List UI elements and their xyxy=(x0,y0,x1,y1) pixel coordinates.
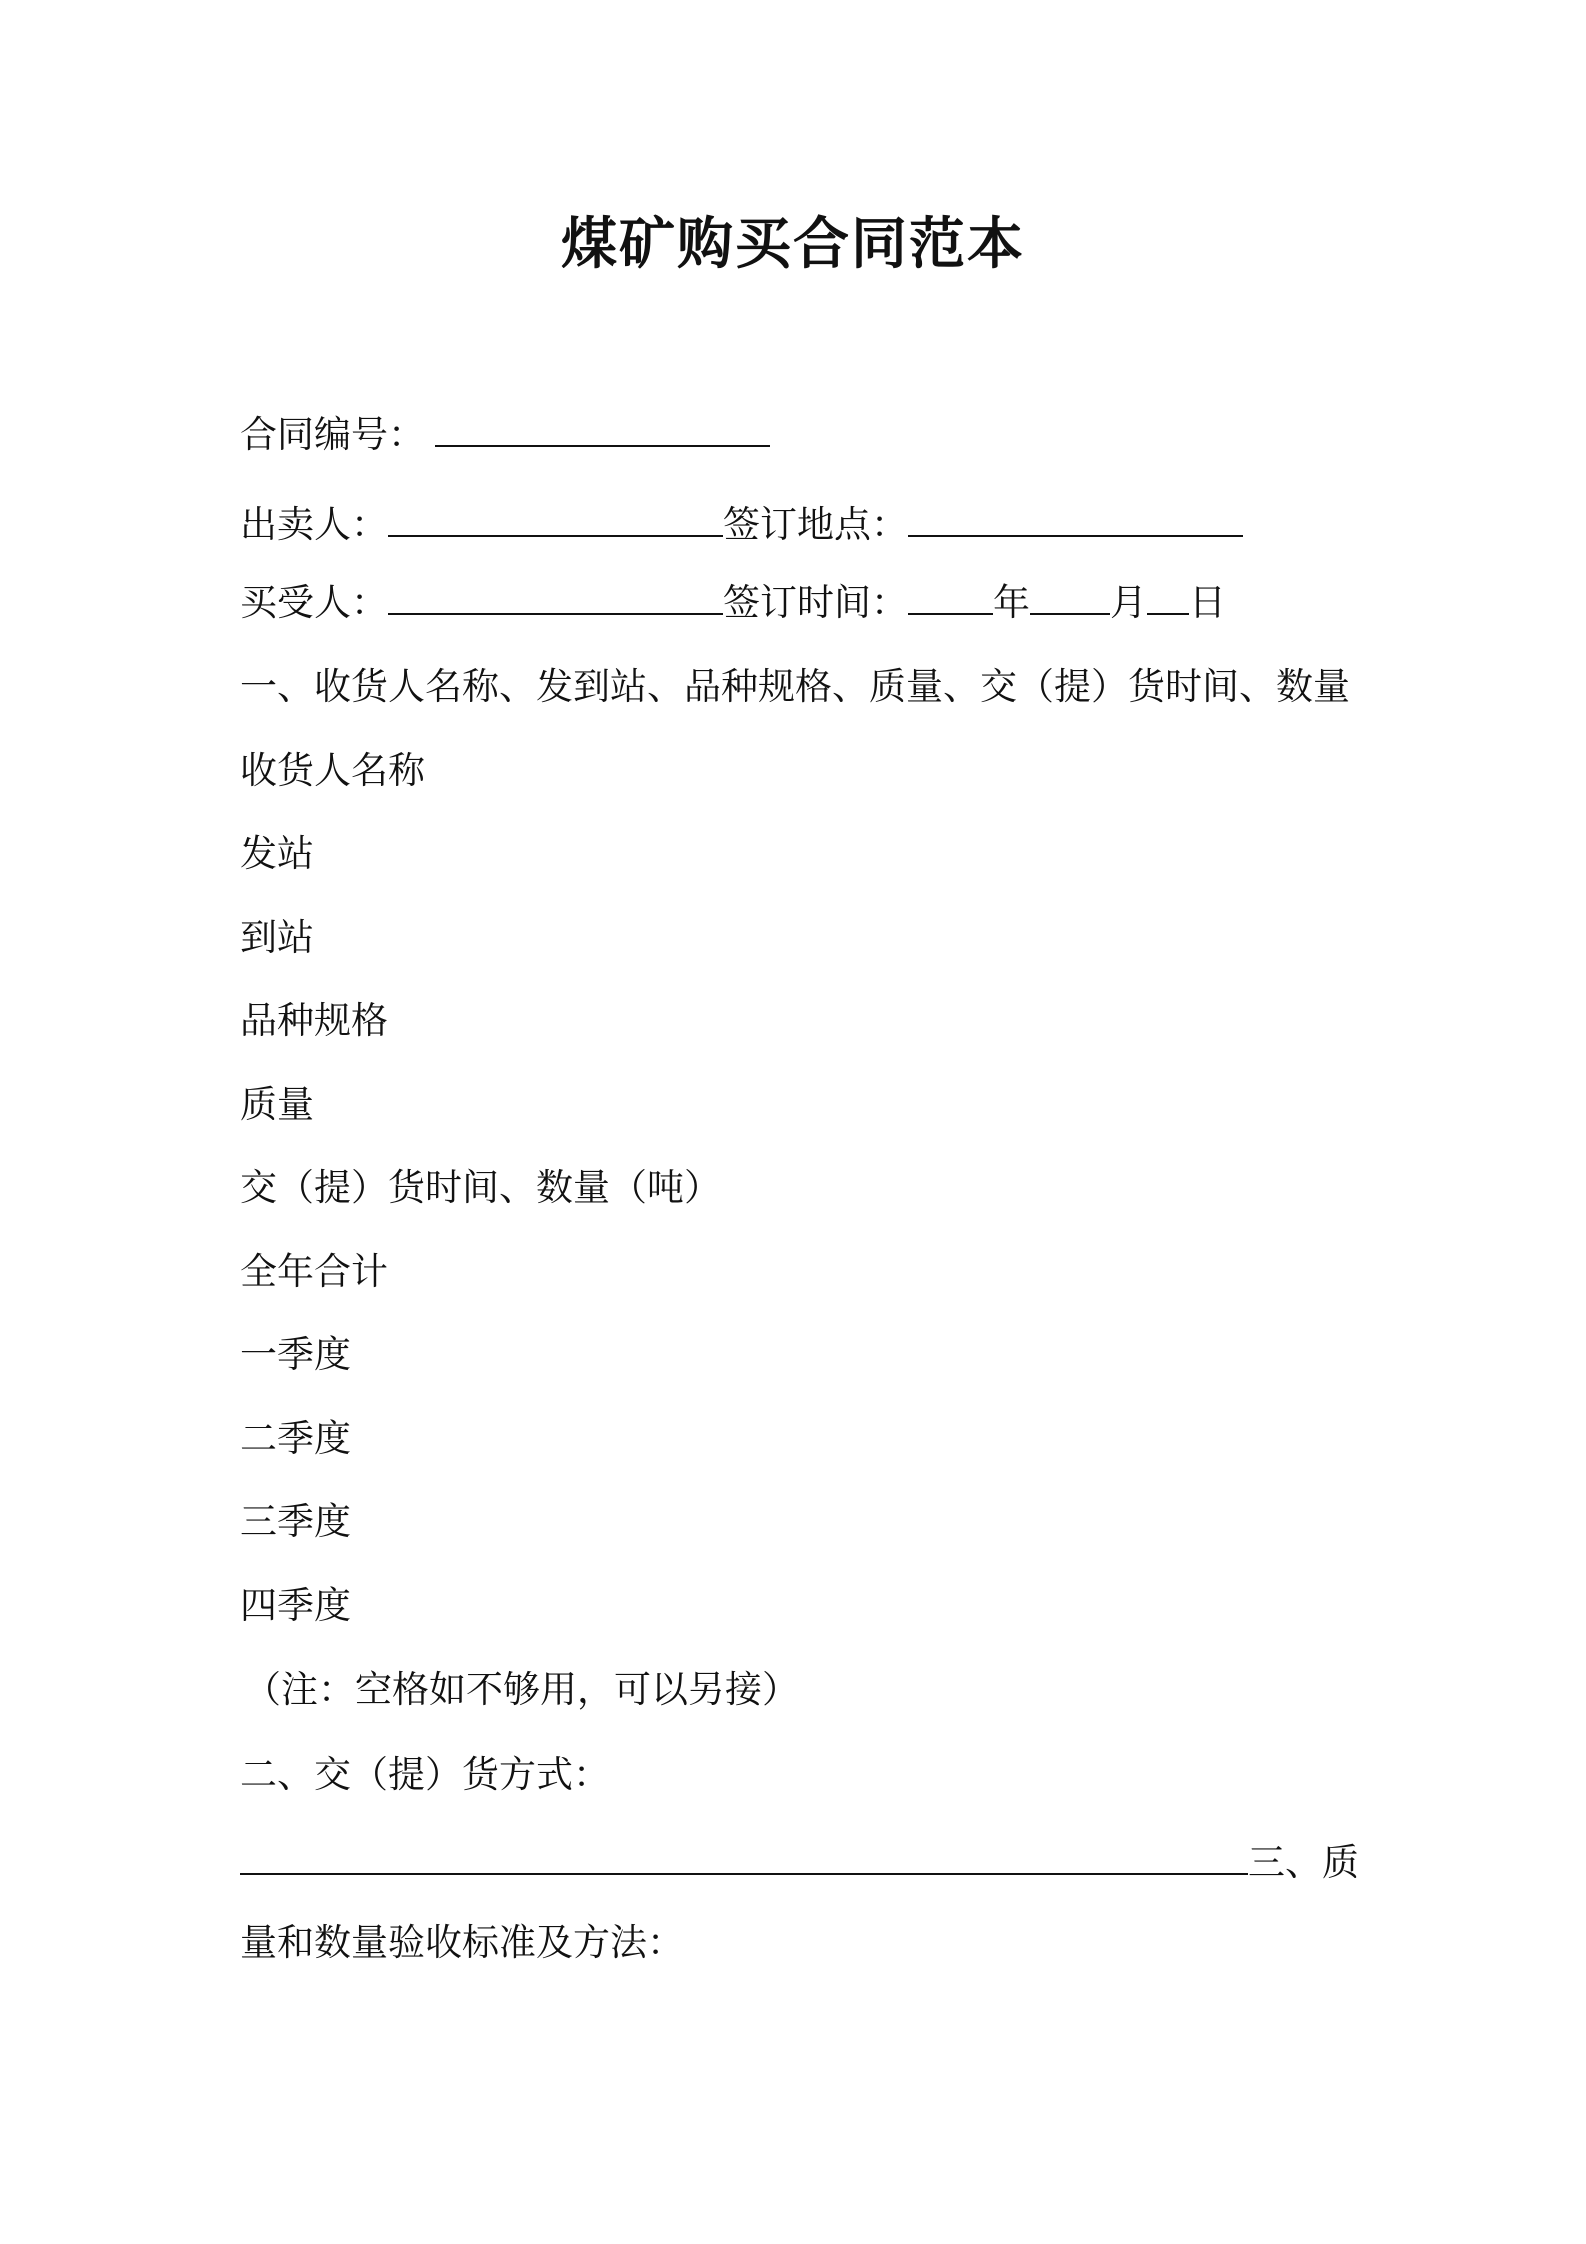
item-delivery-time-quantity: 交（提）货时间、数量（吨） xyxy=(240,1166,721,1209)
section3-heading-start: 三、质 xyxy=(1248,1841,1359,1884)
seller-label: 出卖人： xyxy=(240,503,388,546)
section2-heading: 二、交（提）货方式： xyxy=(240,1753,610,1796)
contract-no-label: 合同编号： xyxy=(240,413,425,456)
delivery-method-line xyxy=(240,1838,1359,1888)
section3-heading-cont: 量和数量验收标准及方法： xyxy=(240,1921,684,1964)
seller-blank[interactable] xyxy=(388,501,723,537)
contract-no-blank[interactable] xyxy=(435,411,770,447)
item-annual-total: 全年合计 xyxy=(240,1250,388,1293)
sign-time-label: 签订时间： xyxy=(723,581,908,624)
document-title: 煤矿购买合同范本 xyxy=(561,212,1025,277)
sign-place-label: 签订地点： xyxy=(723,503,908,546)
year-label: 年 xyxy=(993,581,1030,624)
buyer-blank[interactable] xyxy=(388,579,723,615)
year-blank[interactable] xyxy=(908,579,993,615)
delivery-method-blank[interactable] xyxy=(240,1839,1248,1875)
month-label: 月 xyxy=(1110,581,1147,624)
item-quality: 质量 xyxy=(240,1083,314,1126)
item-q3: 三季度 xyxy=(240,1500,351,1543)
item-q1: 一季度 xyxy=(240,1333,351,1376)
month-blank[interactable] xyxy=(1030,579,1110,615)
day-blank[interactable] xyxy=(1147,579,1189,615)
seller-line xyxy=(240,500,1243,550)
item-q2: 二季度 xyxy=(240,1417,351,1460)
sign-place-blank[interactable] xyxy=(908,501,1243,537)
buyer-line xyxy=(240,578,1226,628)
item-destination-station: 到站 xyxy=(240,916,314,959)
contract-no-line xyxy=(240,410,770,460)
item-specification: 品种规格 xyxy=(240,999,388,1042)
item-consignee-name: 收货人名称 xyxy=(240,749,425,792)
day-label: 日 xyxy=(1189,581,1226,624)
buyer-label: 买受人： xyxy=(240,581,388,624)
note-text: （注：空格如不够用，可以另接） xyxy=(244,1668,799,1711)
section1-heading: 一、收货人名称、发到站、品种规格、质量、交（提）货时间、数量 xyxy=(240,665,1350,708)
item-q4: 四季度 xyxy=(240,1584,351,1627)
item-origin-station: 发站 xyxy=(240,832,314,875)
